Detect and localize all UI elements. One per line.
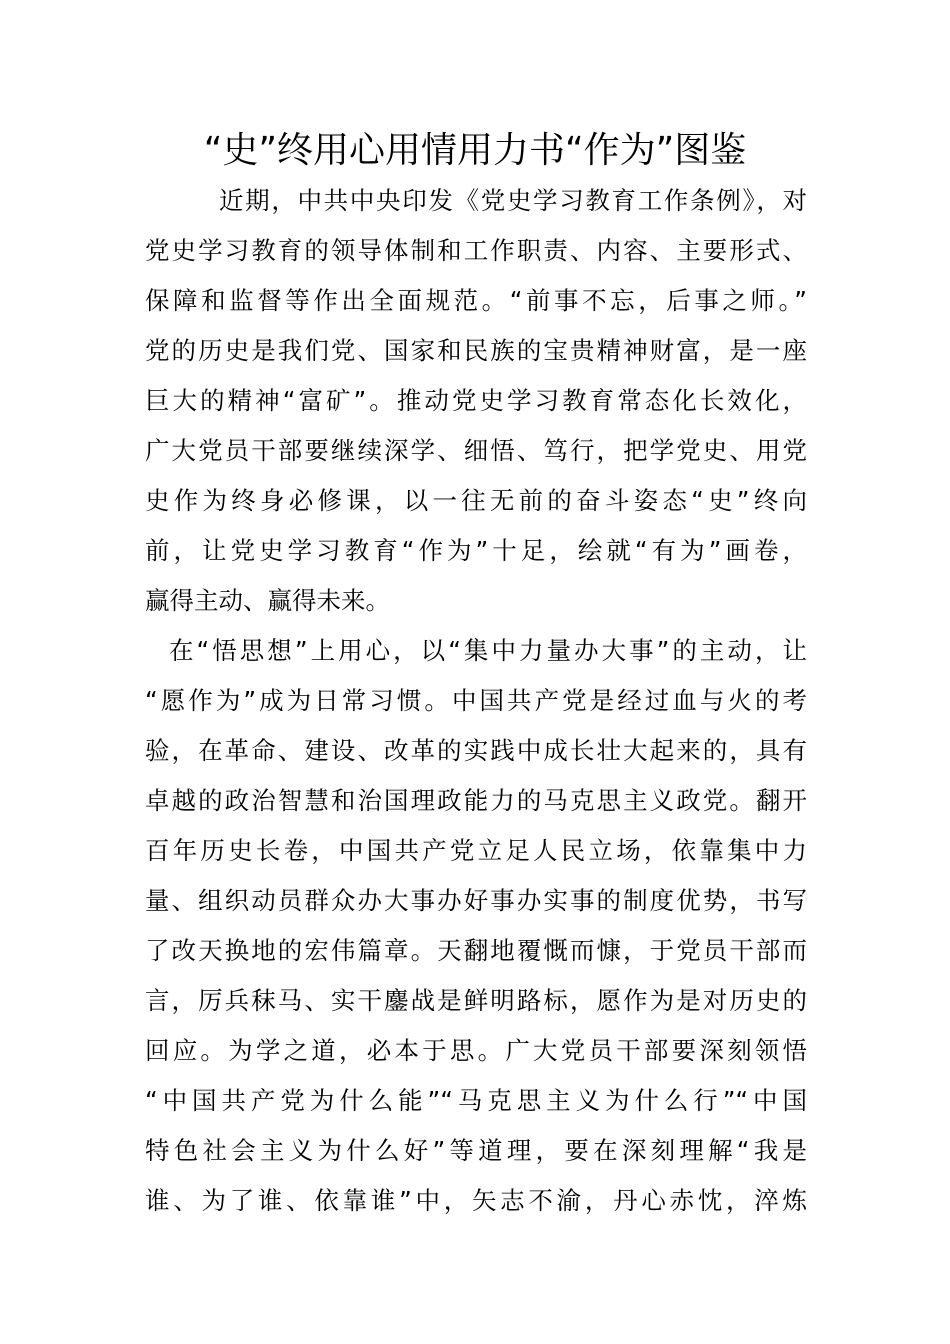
paragraph-line: 量、组织动员群众办大事办好事办实事的制度优势，书写	[145, 886, 807, 915]
paragraph-line: 近期，中共中央印发《党史学习教育工作条例》，对	[219, 186, 807, 215]
paragraph-line: 百年历史长卷，中国共产党立足人民立场，依靠集中力	[145, 836, 807, 865]
paragraph-line: 言，厉兵秣马、实干鏖战是鲜明路标，愿作为是对历史的	[145, 986, 807, 1015]
paragraph-line: 保障和监督等作出全面规范。“前事不忘，后事之师。”	[145, 286, 807, 315]
paragraph-line: 广大党员干部要继续深学、细悟、笃行，把学党史、用党	[145, 436, 807, 465]
paragraph-line: 回应。为学之道，必本于思。广大党员干部要深刻领悟	[145, 1036, 807, 1065]
paragraph-line: 特色社会主义为什么好”等道理，要在深刻理解“我是	[145, 1136, 807, 1165]
document-body	[145, 176, 807, 1226]
paragraph-line: 史作为终身必修课，以一往无前的奋斗姿态“史”终向	[145, 486, 807, 515]
paragraph-line: 党史学习教育的领导体制和工作职责、内容、主要形式、	[145, 236, 807, 265]
paragraph-line: “中国共产党为什么能”“马克思主义为什么行”“中国	[145, 1086, 807, 1115]
paragraph-line: 验，在革命、建设、改革的实践中成长壮大起来的，具有	[145, 736, 807, 765]
paragraph-line: “愿作为”成为日常习惯。中国共产党是经过血与火的考	[145, 686, 807, 715]
paragraph-line: 前，让党史学习教育“作为”十足，绘就“有为”画卷，	[145, 536, 807, 565]
paragraph-line: 卓越的政治智慧和治国理政能力的马克思主义政党。翻开	[145, 786, 807, 815]
paragraph-line: 了改天换地的宏伟篇章。天翻地覆慨而慷，于党员干部而	[145, 936, 807, 965]
document-title: “史”终用心用情用力书“作为”图鉴	[203, 130, 747, 171]
paragraph-line: 党的历史是我们党、国家和民族的宝贵精神财富，是一座	[145, 336, 807, 365]
paragraph-line: 巨大的精神“富矿”。推动党史学习教育常态化长效化，	[145, 386, 807, 415]
paragraph-line: 赢得主动、赢得未来。	[145, 586, 390, 615]
paragraph-line: 在“悟思想”上用心，以“集中力量办大事”的主动，让	[169, 636, 807, 665]
paragraph-line: 谁、为了谁、依靠谁”中，矢志不渝，丹心赤忱，淬炼	[145, 1186, 807, 1215]
